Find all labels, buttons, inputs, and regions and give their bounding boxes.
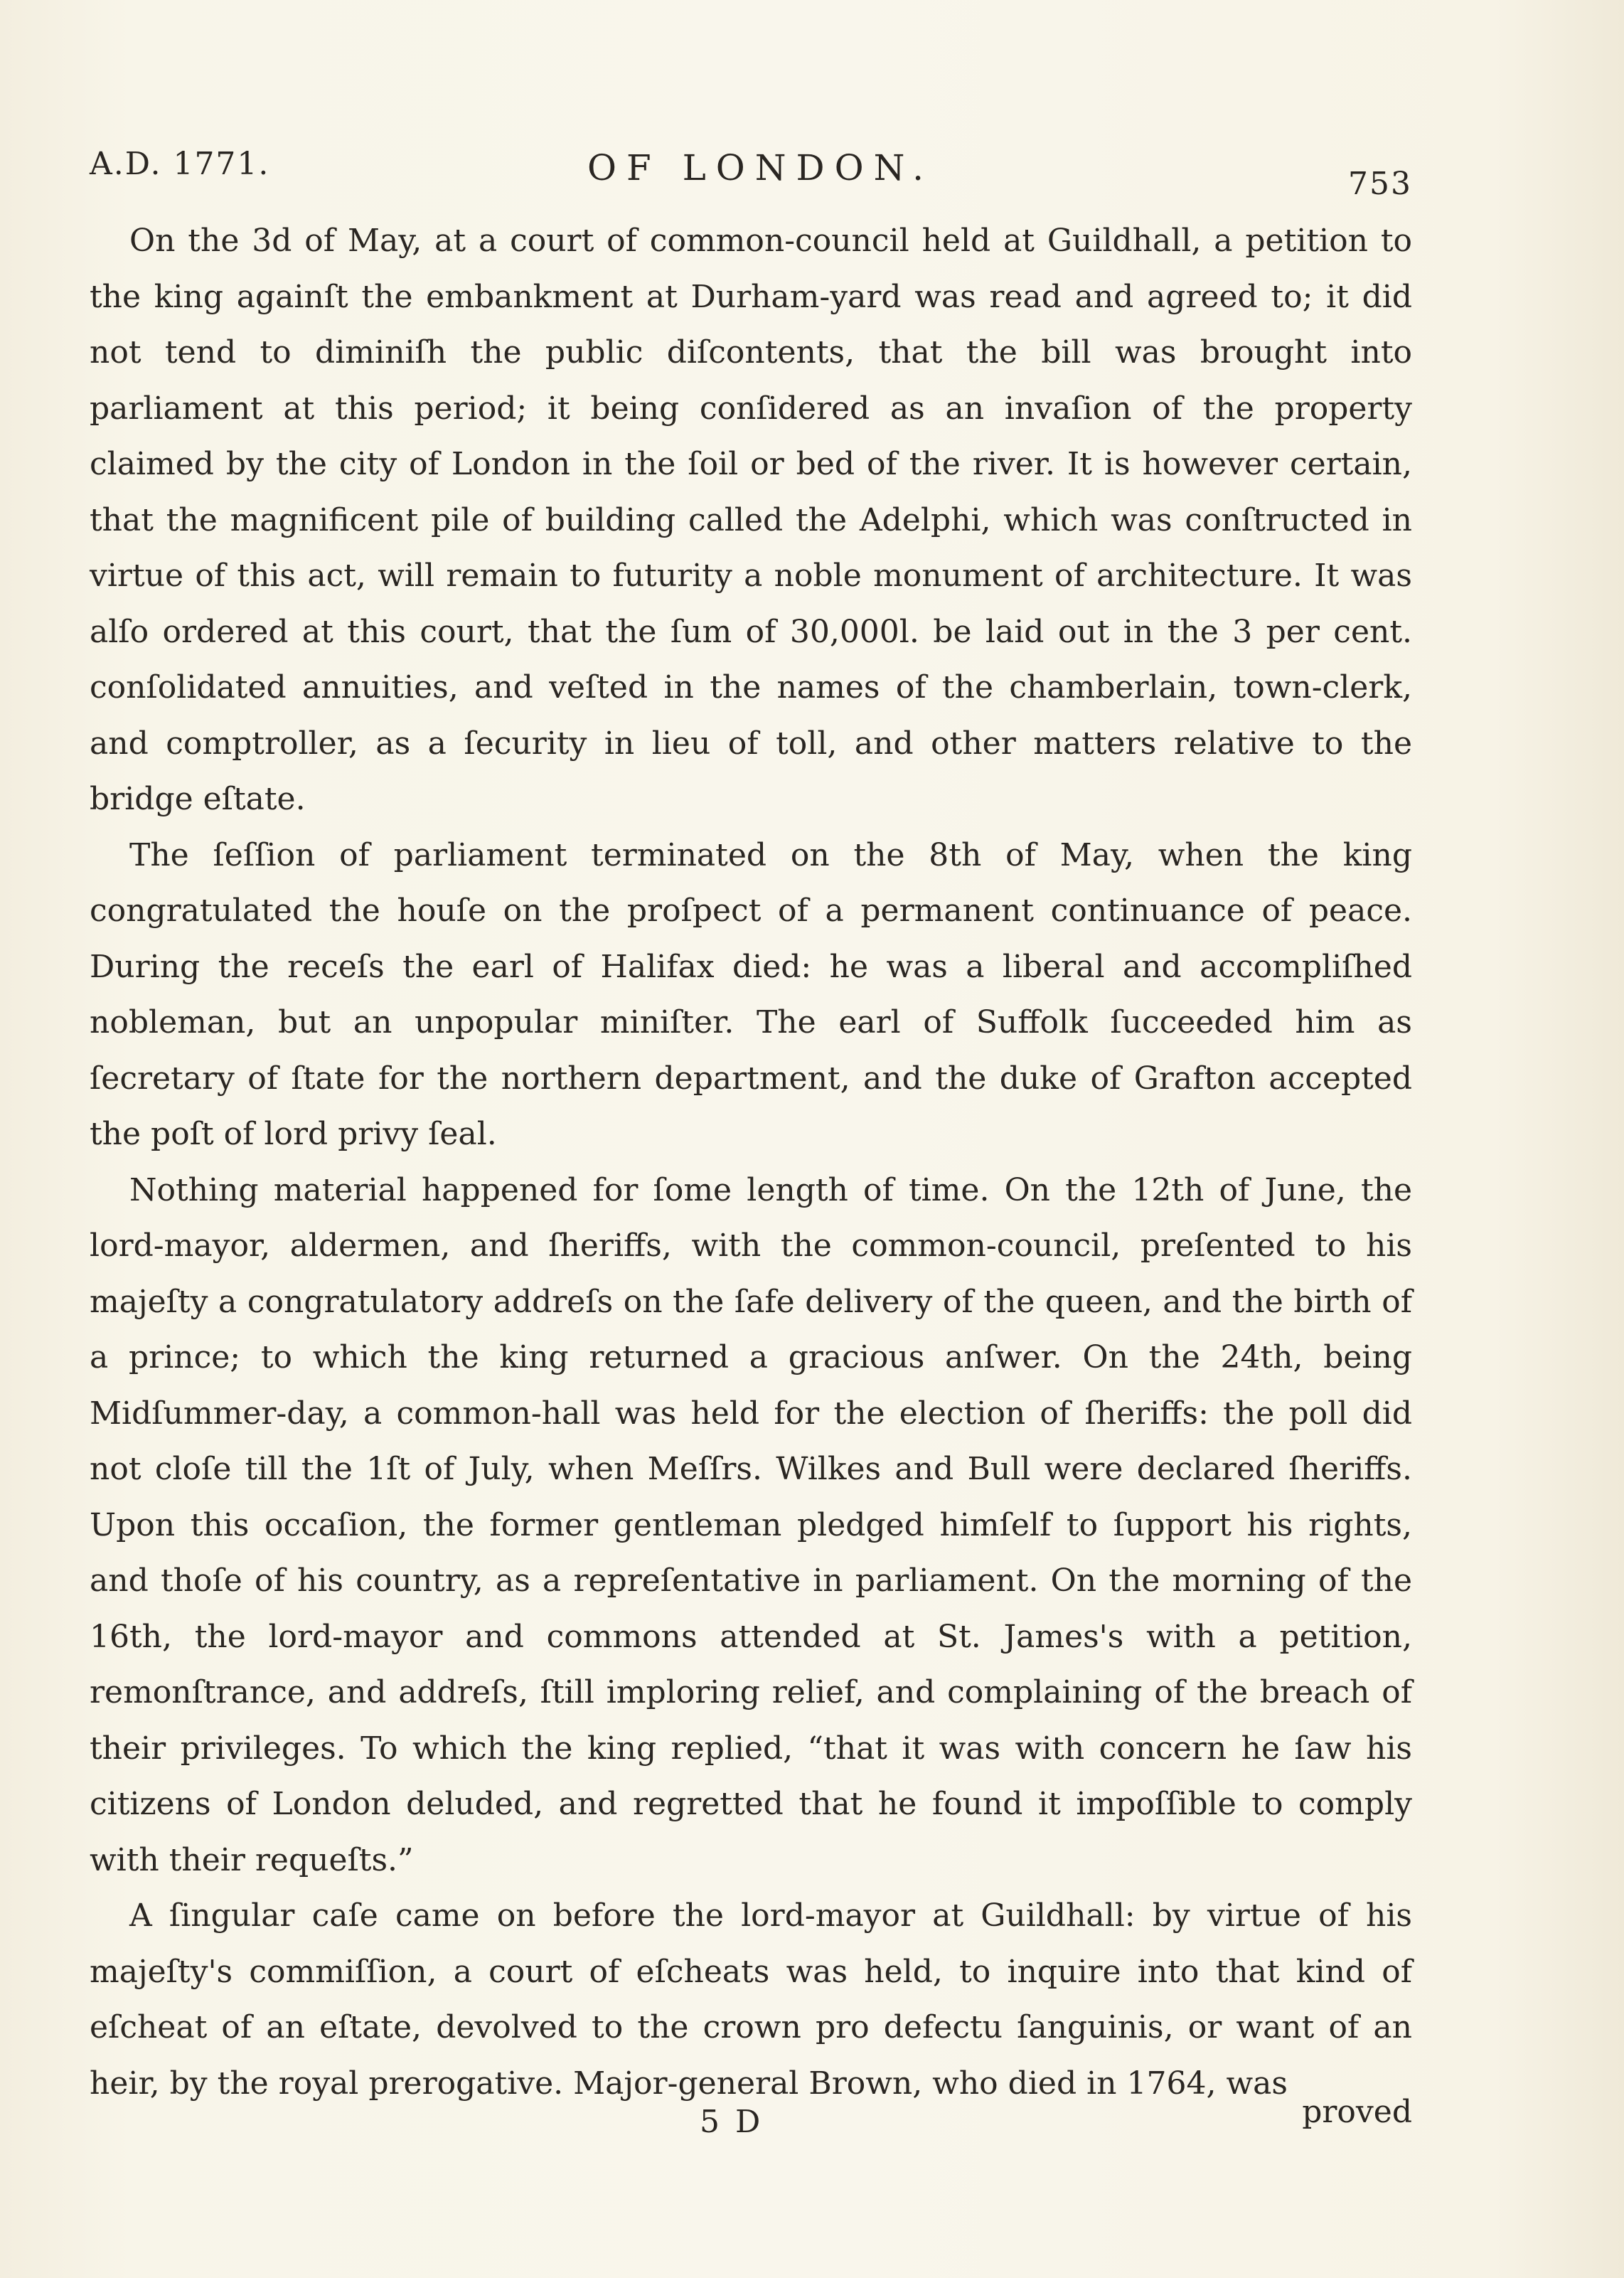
header-title: OF LONDON.	[587, 147, 934, 188]
paragraph-1: On the 3d of May, at a court of common-council held at Guildhall, a petition to the king againſt the embankment at Durham-yard was read and agreed to; it did not tend to diminiſh the public diſcontents, that the bill was brought into parliament at this period; it being conſidered as an invaſion of the property claimed by the city of London in the ſoil or bed of the river. It is however certain, that the magnificent pile of building called the Adelphi, which was conſtructed in virtue of this act, will remain to futurity a noble monument of architecture. It was alſo ordered at this court, that the ſum of 30,000l. be laid out in the 3 per cent. conſolidated annuities, and veſted in the names of the chamberlain, town-clerk, and comptroller, as a ſecurity in lieu of toll, and other matters relative to the bridge eſtate.	[90, 223, 1412, 817]
page-number: 753	[1348, 166, 1412, 202]
catchword: proved	[1302, 2094, 1412, 2130]
running-header	[90, 146, 1412, 203]
paragraph-2: The ſeſſion of parliament terminated on the 8th of May, when the king congratulated the houſe on the proſpect of a permanent continuance of peace. During the receſs the earl of Halifax died: he was a liberal and accompliſhed nobleman, but an unpopular miniſter. The earl of Suffolk ſucceeded him as ſecretary of ſtate for the northern department, and the duke of Grafton accepted the poſt of lord privy ſeal.	[90, 836, 1412, 1152]
signature-mark: 5 D	[700, 2104, 764, 2140]
body-text	[90, 213, 1412, 2112]
header-date: A.D. 1771.	[90, 146, 270, 182]
page-footer	[90, 2094, 1412, 2146]
paragraph-4: A ſingular caſe came on before the lord-mayor at Guildhall: by virtue of his majeſty's commiſſion, a court of eſcheats was held, to inquire into that kind of eſcheat of an eſtate, devolved to the crown pro defectu ſanguinis, or want of an heir, by the royal prerogative. Major-general Brown, who died in 1764, was	[90, 1898, 1412, 2102]
paragraph-3: Nothing material happened for ſome length of time. On the 12th of June, the lord-mayor, aldermen, and ſheriffs, with the common-council, preſented to his majeſty a congratulatory addreſs on the ſafe delivery of the queen, and the birth of a prince; to which the king returned a gracious anſwer. On the 24th, being Midſummer-day, a common-hall was held for the election of ſheriffs: the poll did not cloſe till the 1ſt of July, when Meſſrs. Wilkes and Bull were declared ſheriffs. Upon this occaſion, the former gentleman pledged himſelf to ſupport his rights, and thoſe of his country, as a repreſentative in parliament. On the morning of the 16th, the lord-mayor and commons attended at St. James's with a petition, remonſtrance, and addreſs, ſtill imploring relief, and complaining of the breach of their privileges. To which the king replied, “that it was with concern he ſaw his citizens of London deluded, and regretted that he found it impoſſible to comply with their requeſts.”	[90, 1171, 1412, 1878]
